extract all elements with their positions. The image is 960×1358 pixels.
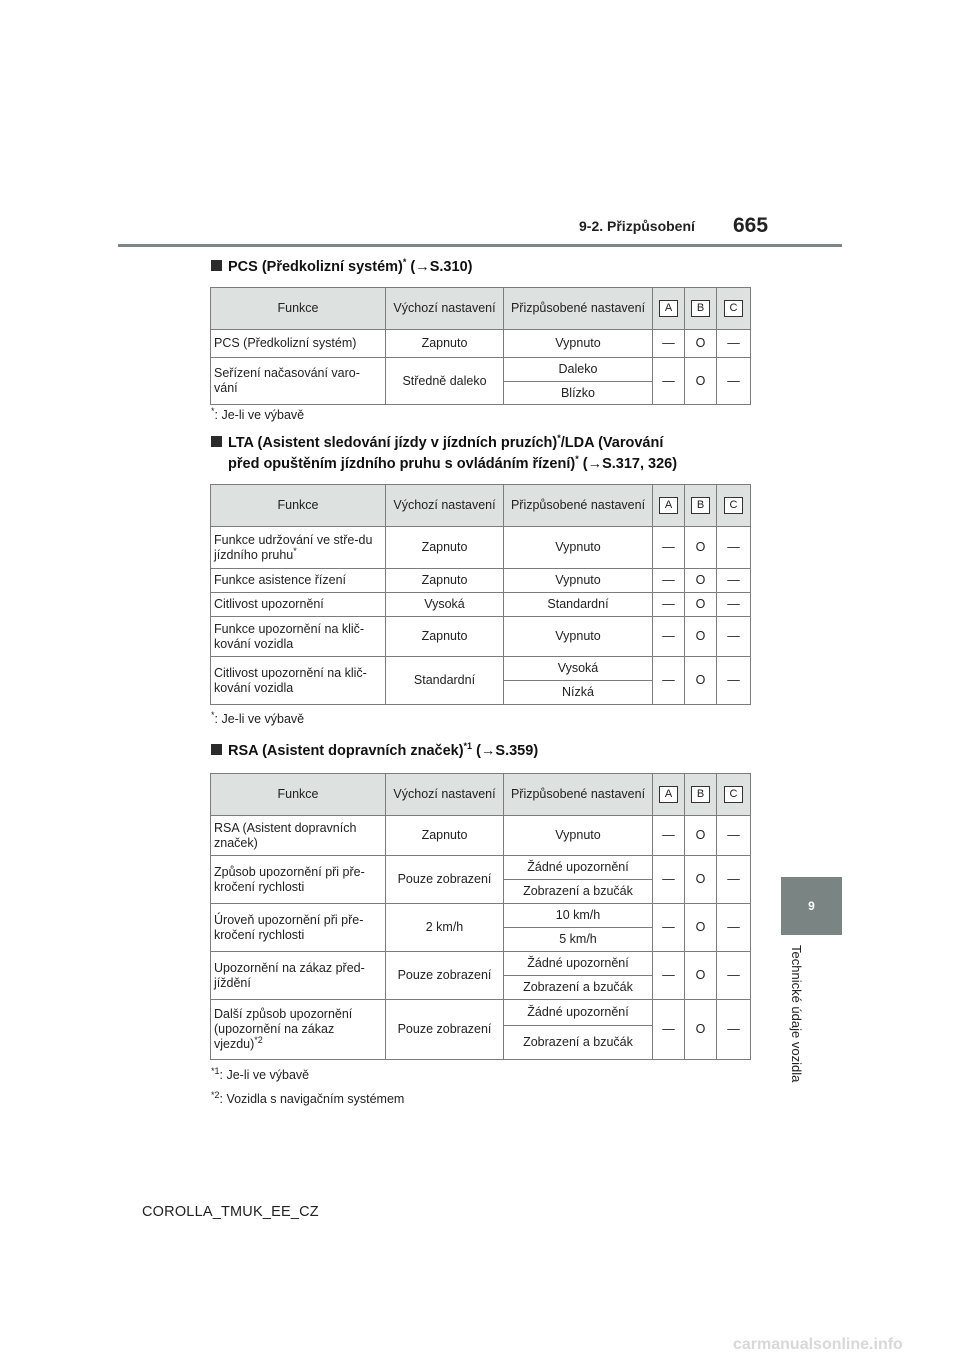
rsa-heading: RSA (Asistent dopravních značek)$^{*1}$ (→S.359) xyxy=(211,741,771,762)
chapter-number: 9 xyxy=(808,899,815,913)
table-row: 5 km/h xyxy=(211,928,751,952)
col-c: C xyxy=(717,288,751,330)
chapter-tab xyxy=(781,877,842,935)
table-row: Další způsob upozornění (upozornění na zákaz vjezdu)$^{*2}$ Pouze zobrazení Žádné upozornění — O — xyxy=(211,1000,751,1026)
header-section-title: 9-2. Přizpůsobení xyxy=(579,218,695,234)
square-bullet-icon xyxy=(211,436,222,447)
table-row: Funkce udržování ve stře-du jízdního pruhu* Zapnuto Vypnuto — O — xyxy=(211,527,751,569)
table-row: Seřízení načasování varo-vání Středně daleko Daleko — O — xyxy=(211,358,751,382)
footer-code: COROLLA_TMUK_EE_CZ xyxy=(142,1204,319,1220)
table-row: Zobrazení a bzučák xyxy=(211,880,751,904)
rsa-footnote-2: $^{*2}$: Vozidla s navigačním systémem xyxy=(211,1089,405,1106)
table-row: PCS (Předkolizní systém) Zapnuto Vypnuto — O — xyxy=(211,330,751,358)
header-rule xyxy=(118,244,842,247)
table-row: Blízko xyxy=(211,382,751,405)
lta-heading: LTA (Asistent sledování jízdy v jízdních pruzích)*/LDA (Varování před opuštěním jízdního pruhu s ovládáním řízení)* (→S.317, 326) xyxy=(211,433,771,475)
chapter-title: Technické údaje vozidla xyxy=(789,945,804,1083)
col-a: A xyxy=(653,288,685,330)
table-header-row: Funkce Výchozí nastavení Přizpůsobené nastavení A B C xyxy=(211,774,751,816)
col-funkce: Funkce xyxy=(211,288,386,330)
col-b: B xyxy=(685,288,717,330)
square-bullet-icon xyxy=(211,744,222,755)
table-row: Upozornění na zákaz před-jíždění Pouze zobrazení Žádné upozornění — O — xyxy=(211,952,751,976)
table-row: Citlivost upozornění Vysoká Standardní — O — xyxy=(211,593,751,617)
table-row: Nízká xyxy=(211,681,751,705)
square-bullet-icon xyxy=(211,260,222,271)
table-row: Funkce asistence řízení Zapnuto Vypnuto — O — xyxy=(211,569,751,593)
table-row: Zobrazení a bzučák xyxy=(211,1026,751,1060)
table-header-row xyxy=(211,288,751,330)
col-vychozi: Výchozí nastavení xyxy=(386,288,504,330)
col-prizpusobene: Přizpůsobené nastavení xyxy=(504,288,653,330)
table-row: RSA (Asistent dopravních značek) Zapnuto Vypnuto — O — xyxy=(211,816,751,856)
table-header-row: Funkce Výchozí nastavení Přizpůsobené nastavení A B C xyxy=(211,485,751,527)
table-row: Zobrazení a bzučák xyxy=(211,976,751,1000)
pcs-footnote: *: Je-li ve výbavě xyxy=(211,405,305,422)
lta-footnote: *: Je-li ve výbavě xyxy=(211,709,305,726)
table-row: Citlivost upozornění na klič-kování vozidla Standardní Vysoká — O — xyxy=(211,657,751,681)
table-row: Způsob upozornění při pře-kročení rychlosti Pouze zobrazení Žádné upozornění — O — xyxy=(211,856,751,880)
pcs-table xyxy=(210,287,751,405)
table-row: Funkce upozornění na klič-kování vozidla Zapnuto Vypnuto — O — xyxy=(211,617,751,657)
rsa-footnote-1: $^{*1}$: Je-li ve výbavě xyxy=(211,1065,310,1082)
watermark: carmanualsonline.info xyxy=(733,1336,903,1353)
lta-table xyxy=(210,484,751,705)
rsa-table xyxy=(210,773,751,1060)
table-row: Úroveň upozornění při pře-kročení rychlosti 2 km/h 10 km/h — O — xyxy=(211,904,751,928)
page-number: 665 xyxy=(733,214,769,237)
pcs-heading: PCS (Předkolizní systém)* (→S.310) xyxy=(211,257,771,278)
